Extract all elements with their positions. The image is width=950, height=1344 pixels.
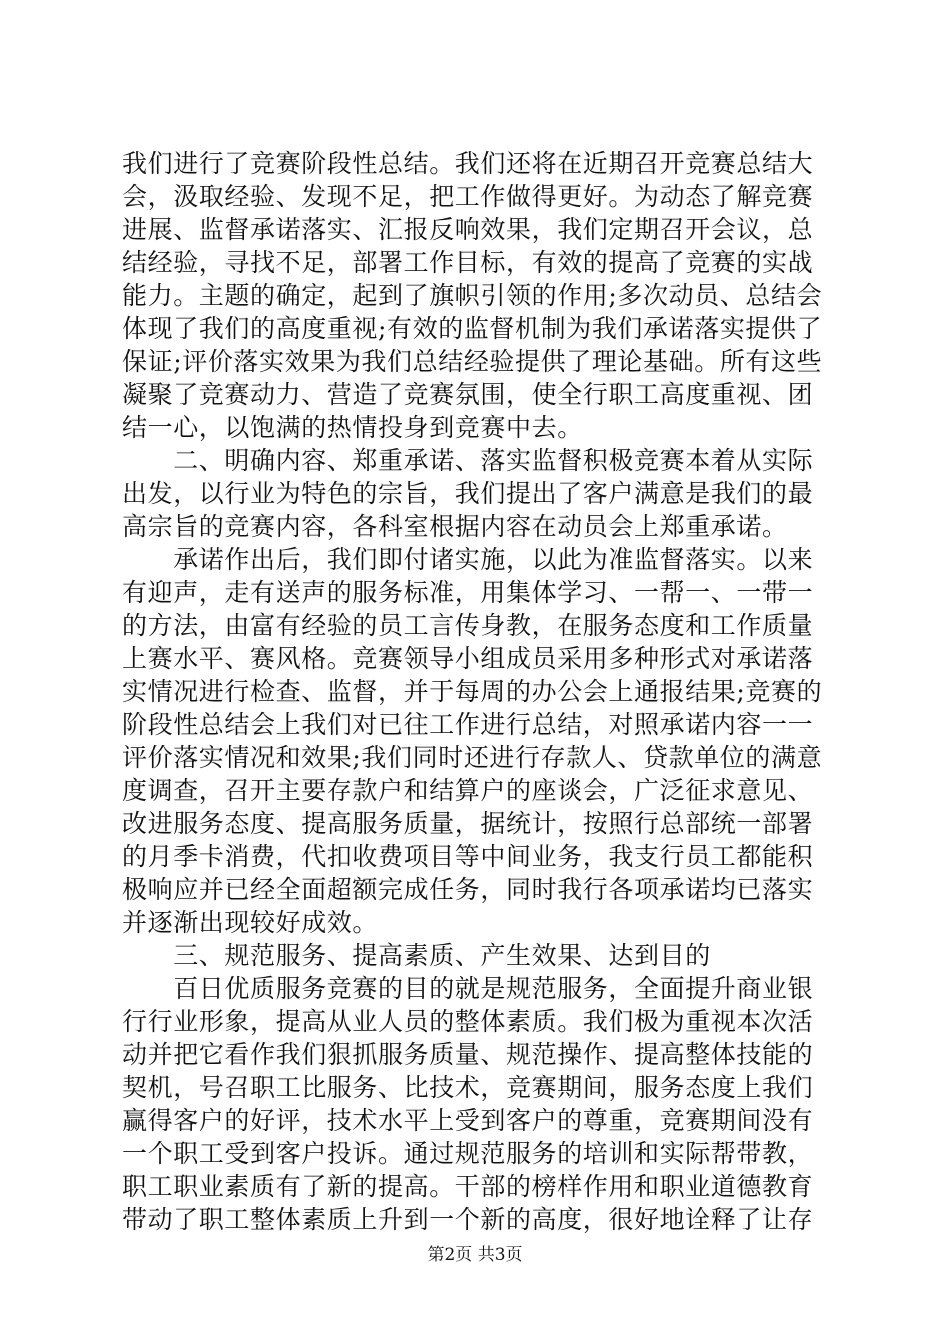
- text-line: 动并把它看作我们狠抓服务质量、规范操作、提高整体技能的: [122, 1040, 814, 1069]
- text-line: 一个职工受到客户投诉。通过规范服务的培训和实际帮带教，: [122, 1139, 814, 1168]
- text-line: 职工职业素质有了新的提高。干部的榜样作用和职业道德教育: [122, 1172, 814, 1201]
- text-line: 改进服务态度、提高服务质量，据统计，按照行总部统一部署: [122, 809, 814, 838]
- text-line: 能力。主题的确定，起到了旗帜引领的作用;多次动员、总结会: [122, 281, 823, 310]
- text-line: 评价落实情况和效果;我们同时还进行存款人、贷款单位的满意: [122, 743, 823, 772]
- text-line: 上赛水平、赛风格。竞赛领导小组成员采用多种形式对承诺落: [122, 644, 814, 673]
- text-line: 结经验，寻找不足，部署工作目标，有效的提高了竞赛的实战: [122, 248, 814, 277]
- text-line: 保证;评价落实效果为我们总结经验提供了理论基础。所有这些: [122, 347, 823, 376]
- text-line: 行行业形象，提高从业人员的整体素质。我们极为重视本次活: [122, 1007, 814, 1036]
- text-line: 进展、监督承诺落实、汇报反响效果，我们定期召开会议，总: [122, 215, 814, 244]
- paragraph-start-line: 承诺作出后，我们即付诸实施，以此为准监督落实。以来: [122, 545, 814, 574]
- text-line: 出发，以行业为特色的宗旨，我们提出了客户满意是我们的最: [122, 479, 814, 508]
- text-line: 度调查，召开主要存款户和结算户的座谈会，广泛征求意见、: [122, 776, 814, 805]
- text-line: 的月季卡消费，代扣收费项目等中间业务，我支行员工都能积: [122, 842, 814, 871]
- text-line: 极响应并已经全面超额完成任务，同时我行各项承诺均已落实: [122, 875, 814, 904]
- text-line: 高宗旨的竞赛内容，各科室根据内容在动员会上郑重承诺。: [122, 512, 788, 541]
- text-line: 赢得客户的好评，技术水平上受到客户的尊重，竞赛期间没有: [122, 1106, 814, 1135]
- text-line: 实情况进行检查、监督，并于每周的办公会上通报结果;竞赛的: [122, 677, 823, 706]
- text-line: 体现了我们的高度重视;有效的监督机制为我们承诺落实提供了: [122, 314, 823, 343]
- text-line: 结一心，以饱满的热情投身到竞赛中去。: [122, 413, 583, 442]
- text-line: 会，汲取经验、发现不足，把工作做得更好。为动态了解竞赛: [122, 182, 814, 211]
- paragraph-start-line: 百日优质服务竞赛的目的就是规范服务，全面提升商业银: [122, 974, 814, 1003]
- text-line: 我们进行了竞赛阶段性总结。我们还将在近期召开竞赛总结大: [122, 149, 814, 178]
- section-heading-line: 三、规范服务、提高素质、产生效果、达到目的: [122, 941, 711, 970]
- text-line: 有迎声，走有送声的服务标准，用集体学习、一帮一、一带一: [122, 578, 814, 607]
- text-line: 的方法，由富有经验的员工言传身教，在服务态度和工作质量: [122, 611, 814, 640]
- text-line: 并逐渐出现较好成效。: [122, 908, 379, 937]
- text-line: 凝聚了竞赛动力、营造了竞赛氛围，使全行职工高度重视、团: [122, 380, 814, 409]
- section-heading-line: 二、明确内容、郑重承诺、落实监督积极竞赛本着从实际: [122, 446, 814, 475]
- text-line: 契机，号召职工比服务、比技术，竞赛期间，服务态度上我们: [122, 1073, 814, 1102]
- document-body: [122, 147, 832, 1236]
- text-line: 阶段性总结会上我们对已往工作进行总结，对照承诺内容一一: [122, 710, 814, 739]
- text-line: 带动了职工整体素质上升到一个新的高度，很好地诠释了让存: [122, 1205, 814, 1234]
- page-number-footer: 第2页 共3页: [427, 1245, 523, 1265]
